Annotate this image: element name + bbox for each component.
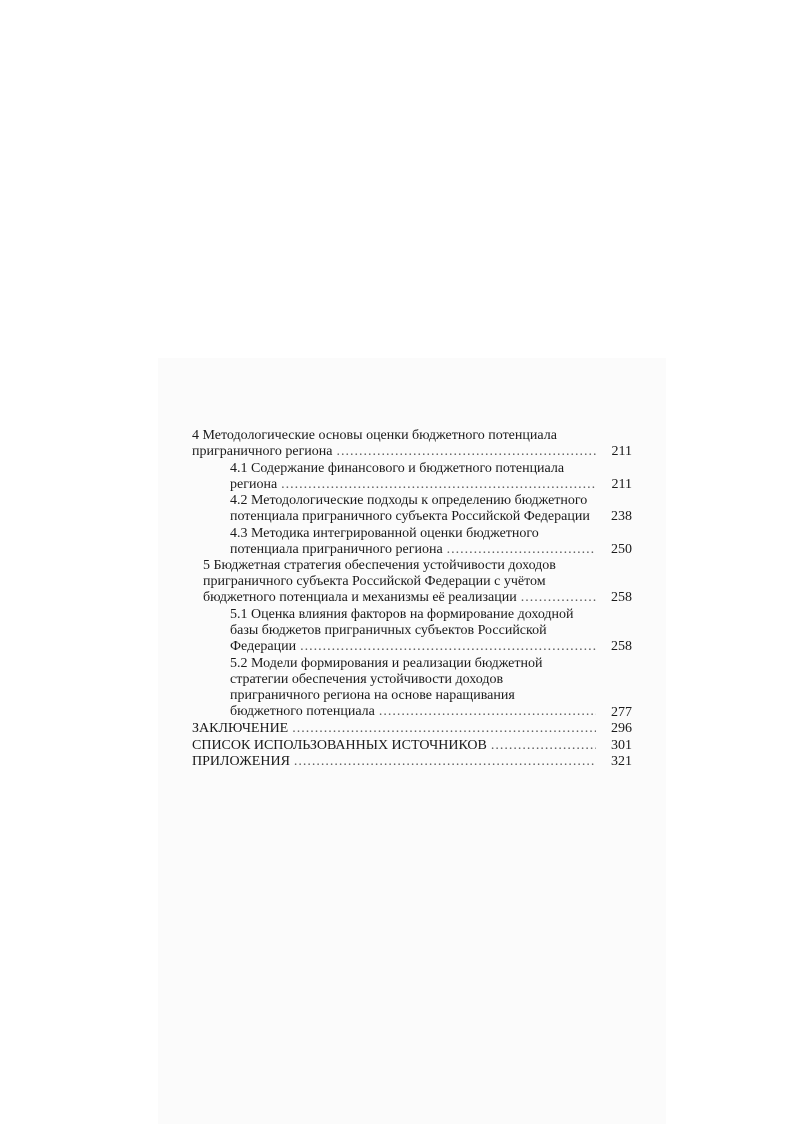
toc-entry-text: Федерации — [230, 639, 297, 654]
toc-entry-text: ЗАКЛЮЧЕНИЕ — [192, 721, 289, 736]
toc-entry-chapter-4[interactable] — [192, 428, 596, 460]
toc-page-number: 277 — [611, 705, 632, 720]
toc-page-number: 301 — [611, 738, 632, 753]
toc-entry-text: базы бюджетов приграничных субъектов Российской — [230, 623, 547, 638]
toc-entry-text: стратегии обеспечения устойчивости доходов — [230, 672, 504, 687]
toc-page-number: 211 — [611, 444, 632, 459]
toc-entry-text: приграничного субъекта Российской Федерации с учётом — [203, 574, 546, 589]
toc-entry-chapter-5[interactable] — [203, 558, 596, 606]
toc-entry-text: 4.3 Методика интегрированной оценки бюджетного — [230, 526, 539, 541]
toc-entry-section-4-1[interactable] — [230, 461, 596, 493]
toc-entry-text: потенциала приграничного региона — [230, 542, 443, 557]
toc-page-number: 250 — [611, 542, 632, 557]
toc-entry-text: 4.1 Содержание финансового и бюджетного потенциала — [230, 461, 565, 476]
leader-dots — [281, 477, 596, 493]
toc-entry-text: 5.2 Модели формирования и реализации бюджетной — [230, 656, 543, 671]
toc-entry-text: потенциала приграничного субъекта Российской Федерации — [230, 509, 590, 524]
toc-entry-text: приграничного региона на основе наращивания — [230, 688, 515, 703]
toc-entry-text: 5.1 Оценка влияния факторов на формирование доходной — [230, 607, 574, 622]
toc-entry-text: приграничного региона — [192, 444, 333, 459]
leader-dots — [292, 721, 596, 737]
toc-page-number: 296 — [611, 721, 632, 736]
toc-entry-text: 5 Бюджетная стратегия обеспечения устойчивости доходов — [203, 558, 556, 573]
toc-page-number: 258 — [611, 639, 632, 654]
toc-page-number: 238 — [611, 509, 632, 524]
toc-entry-conclusion[interactable] — [192, 721, 596, 737]
toc-page-number: 321 — [611, 754, 632, 769]
leader-dots — [447, 542, 596, 558]
leader-dots — [294, 754, 596, 770]
toc-entry-text: СПИСОК ИСПОЛЬЗОВАННЫХ ИСТОЧНИКОВ — [192, 738, 487, 753]
toc-entry-section-4-2[interactable] — [230, 493, 596, 525]
leader-dots — [491, 738, 596, 754]
toc-entry-section-5-2[interactable] — [230, 656, 596, 720]
toc-page-number: 211 — [611, 477, 632, 492]
leader-dots — [379, 704, 596, 720]
leader-dots — [337, 444, 596, 460]
toc-entry-text: ПРИЛОЖЕНИЯ — [192, 754, 290, 769]
toc-entry-references[interactable] — [192, 738, 596, 754]
toc-page-number: 258 — [611, 590, 632, 605]
toc-entry-text: бюджетного потенциала и механизмы её реализации — [203, 590, 517, 605]
toc-entry-text: бюджетного потенциала — [230, 704, 375, 719]
toc-entry-text: региона — [230, 477, 278, 492]
toc-entry-text: 4.2 Методологические подходы к определению бюджетного — [230, 493, 588, 508]
leader-dots — [300, 639, 596, 655]
toc-entry-text: 4 Методологические основы оценки бюджетного потенциала — [192, 428, 557, 443]
leader-dots — [521, 590, 596, 606]
toc-entry-appendices[interactable] — [192, 754, 596, 770]
toc-entry-section-4-3[interactable] — [230, 526, 596, 558]
toc-entry-section-5-1[interactable] — [230, 607, 596, 655]
